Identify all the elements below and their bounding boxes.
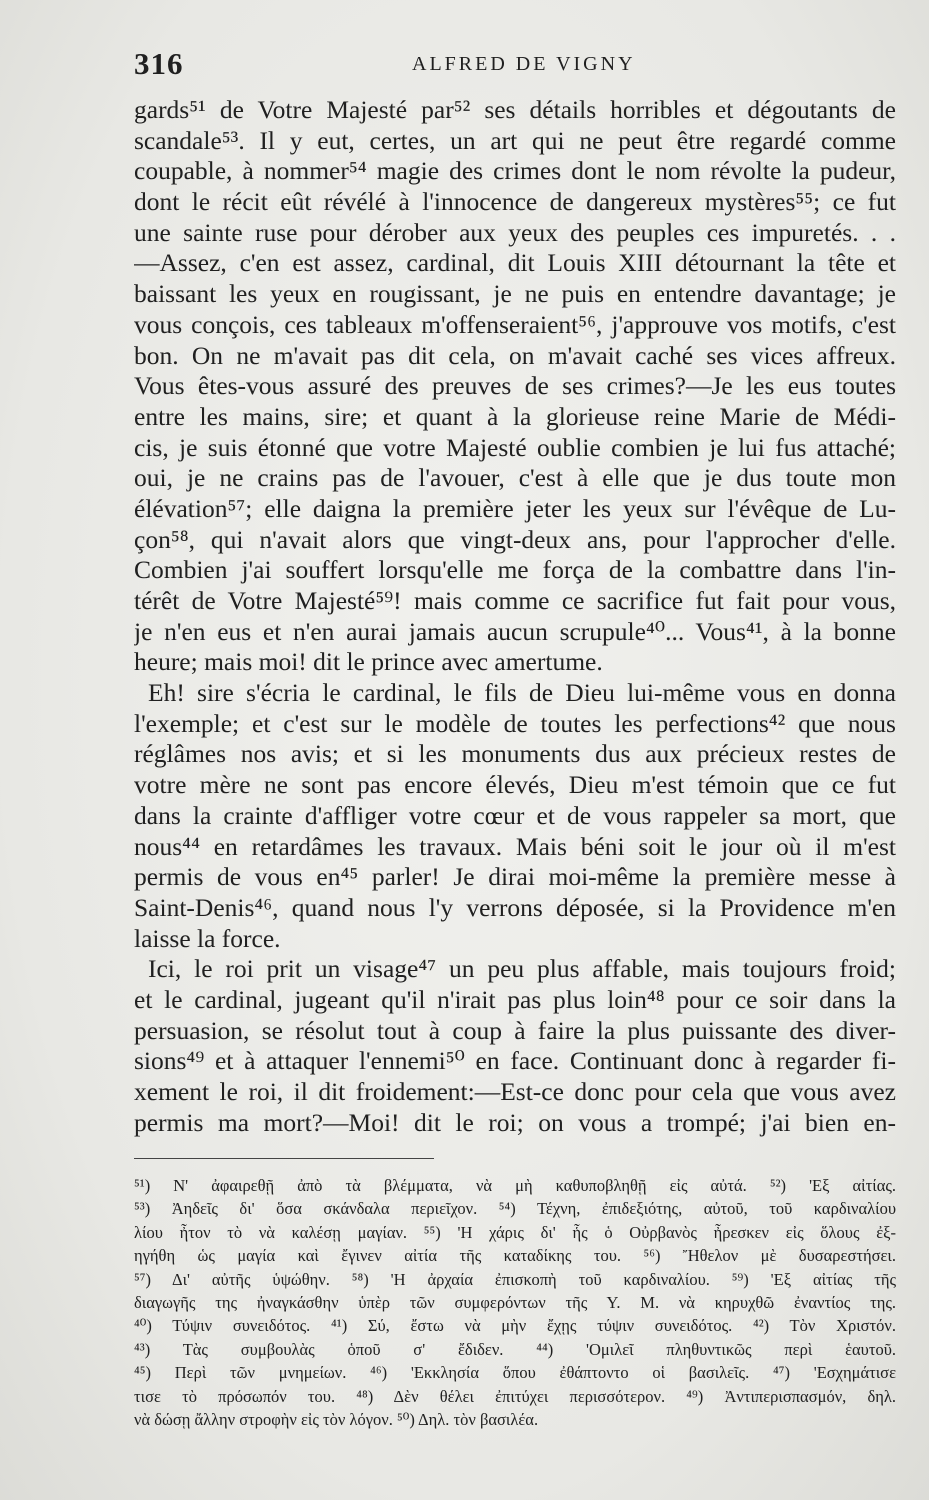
- footnote-line: ⁵⁷) Δι' αὐτῆς ὑψώθην. ⁵⁸) 'Η ἀρχαία ἐπισκοπὴ τοῦ καρδιναλίου. ⁵⁹) 'Εξ αἰτίας τῆς: [134, 1269, 896, 1289]
- text-line: entre les mains, sire; et quant à la glorieuse reine Marie de Médi-: [134, 401, 896, 431]
- text-line: l'exemple; et c'est sur le modèle de toutes les perfections⁴² que nous: [134, 708, 896, 738]
- text-line: bon. On ne m'avait pas dit cela, on m'avait caché ses vices affreux.: [134, 340, 896, 370]
- footnote-line: λίου ἦτον τὸ νὰ καλέσῃ μαγίαν. ⁵⁵) 'Η χάρις δι' ἧς ὁ Οὐρβανὸς ἦρεσκεν εἰς ὅλους ἐξ-: [134, 1222, 896, 1242]
- footnote-line: ⁴⁵) Περὶ τῶν μνημείων. ⁴⁶) 'Εκκλησία ὅπου ἐθάπτοντο οἱ βασιλεῖς. ⁴⁷) 'Εσχημάτισε: [134, 1363, 896, 1383]
- text-line: dont le récit eût révélé à l'innocence de dangereux mystères⁵⁵; ce fut: [134, 187, 896, 217]
- text-line: —Assez, c'en est assez, cardinal, dit Louis XIII détournant la tête et: [134, 248, 896, 278]
- footnote-line: ⁴³) Τὰς συμβουλὰς ὁποῦ σ' ἔδιδεν. ⁴⁴) 'Ομιλεῖ πληθυντικῶς περὶ ἑαυτοῦ.: [134, 1339, 896, 1359]
- footnote-divider: [134, 1158, 434, 1159]
- text-line: persuasion, se résolut tout à coup à faire la plus puissante des diver-: [134, 1015, 896, 1045]
- text-line: sions⁴⁹ et à attaquer l'ennemi⁵⁰ en face. Continuant donc à regarder fi-: [134, 1046, 896, 1076]
- text-line: votre mère ne sont pas encore élevés, Dieu m'est témoin que ce fut: [134, 770, 896, 800]
- footnote-line: ⁴⁰) Τύψιν συνειδότος. ⁴¹) Σύ, ἔστω νὰ μὴν ἔχῃς τύψιν συνειδότος. ⁴²) Τὸν Χριστόν.: [134, 1316, 896, 1336]
- text-line: gards⁵¹ de Votre Majesté par⁵² ses détails horribles et dégoutants de: [134, 95, 896, 124]
- main-text: [134, 95, 896, 1138]
- text-line: permis ma mort?—Moi! dit le roi; on vous a trompé; j'ai bien en-: [134, 1107, 896, 1137]
- page-header: [134, 46, 896, 86]
- text-line: permis de vous en⁴⁵ parler! Je dirai moi-même la première messe à: [134, 862, 896, 892]
- text-line: térêt de Votre Majesté⁵⁹! mais comme ce sacrifice fut fait pour vous,: [134, 586, 896, 615]
- text-line: Ici, le roi prit un visage⁴⁷ un peu plus affable, mais toujours froid;: [148, 954, 896, 984]
- text-line: scandale⁵³. Il y eut, certes, un art qui ne peut être regardé comme: [134, 125, 896, 155]
- text-line: nous⁴⁴ en retardâmes les travaux. Mais béni soit le jour où il m'est: [134, 831, 896, 861]
- footnote-line: ηγήθη ὡς μαγία καὶ ἔγινεν αἰτία τῆς καταδίκης του. ⁵⁶) Ἤθελον μὲ δυσαρεστήσει.: [134, 1246, 896, 1266]
- text-line: xement le roi, il dit froidement:—Est-ce donc pour cela que vous avez: [134, 1077, 896, 1106]
- footnote-line: τισε τὸ πρόσωπόν του. ⁴⁸) Δὲν θέλει ἐπιτύχει περισσότερον. ⁴⁹) Ἀντιπερισπασμόν, δηλ.: [134, 1386, 896, 1406]
- text-line: Combien j'ai souffert lorsqu'elle me força de la combattre dans l'in-: [134, 555, 896, 585]
- text-line: élévation⁵⁷; elle daigna la première jeter les yeux sur l'évêque de Lu-: [134, 493, 896, 523]
- page-number: 316: [134, 46, 184, 81]
- text-line: et le cardinal, jugeant qu'il n'irait pas plus loin⁴⁸ pour ce soir dans la: [134, 984, 896, 1014]
- footnote-line: ⁵¹) N' ἀφαιρεθῇ ἀπὸ τὰ βλέμματα, νὰ μὴ καθυποβληθῇ εἰς αὐτά. ⁵²) 'Εξ αἰτίας.: [134, 1176, 896, 1195]
- text-line: vous conçois, ces tableaux m'offenseraient⁵⁶, j'approuve vos motifs, c'est: [134, 309, 896, 339]
- text-line: Saint-Denis⁴⁶, quand nous l'y verrons déposée, si la Providence m'en: [134, 892, 896, 922]
- text-line: laisse la force.: [134, 923, 281, 953]
- text-line: heure; mais moi! dit le prince avec amertume.: [134, 647, 603, 677]
- footnote-line: διαγωγῆς της ἠναγκάσθην ὑπὲρ τῶν συμφερόντων τῆς Υ. Μ. νὰ κηρυχθῶ ἐναντίος της.: [134, 1292, 896, 1312]
- text-line: oui, je ne crains pas de l'avouer, c'est à elle que je dus toute mon: [134, 463, 896, 493]
- text-line: Vous êtes-vous assuré des preuves de ses crimes?—Je les eus toutes: [134, 371, 896, 401]
- text-line: dans la crainte d'affliger votre cœur et de vous rappeler sa mort, que: [134, 800, 896, 830]
- running-head: ALFRED DE VIGNY: [412, 53, 636, 75]
- text-line: une sainte ruse pour dérober aux yeux des peuples ces impuretés. . .: [134, 217, 896, 247]
- text-line: coupable, à nommer⁵⁴ magie des crimes dont le nom révolte la pudeur,: [134, 156, 896, 186]
- text-line: Eh! sire s'écria le cardinal, le fils de Dieu lui-même vous en donna: [148, 678, 896, 708]
- text-line: cis, je suis étonné que votre Majesté oublie combien je lui fus attaché;: [134, 432, 896, 462]
- text-line: çon⁵⁸, qui n'avait alors que vingt-deux ans, pour l'approcher d'elle.: [134, 524, 896, 554]
- text-line: réglâmes nos avis; et si les monuments dus aux précieux restes de: [134, 739, 896, 769]
- text-line: baissant les yeux en rougissant, je ne puis en entendre davantage; je: [134, 279, 896, 309]
- footnote-line: ⁵³) Ἀηδεῖς δι' ὅσα σκάνδαλα περιεῖχον. ⁵⁴) Τέχνη, ἐπιδεξιότης, αὐτοῦ, τοῦ καρδιναλίου: [134, 1199, 896, 1219]
- text-line: je n'en eus et n'en aurai jamais aucun scrupule⁴⁰... Vous⁴¹, à la bonne: [134, 616, 896, 646]
- footnote-line: νὰ δώσῃ ἄλλην στροφὴν εἰς τὸν λόγον. ⁵⁰) Δηλ. τὸν βασιλέα.: [134, 1409, 539, 1429]
- footnotes: [134, 1174, 896, 1431]
